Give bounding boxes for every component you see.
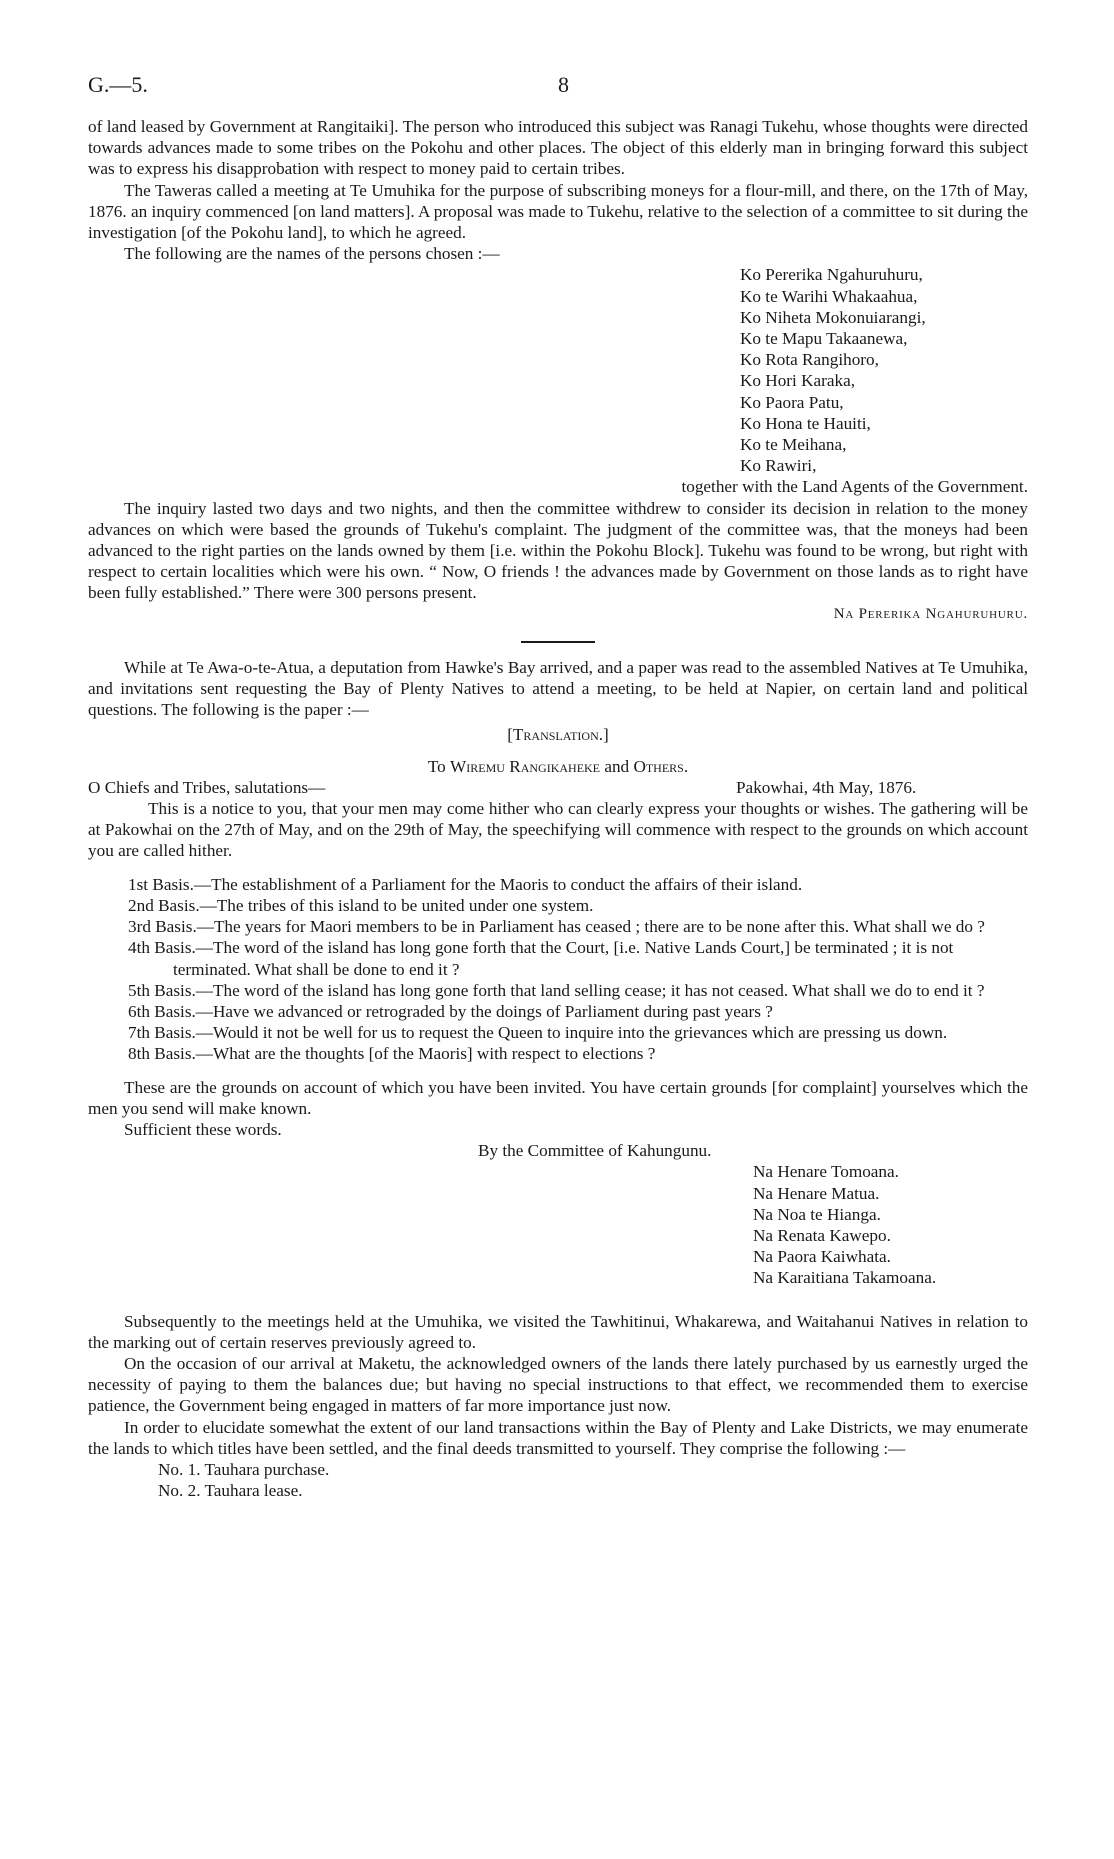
paragraph-subsequently: Subsequently to the meetings held at the Umuhika, we visited the Tawhitinui, Whakarewa, and Waitahanui Natives in relation to the marking out of certain reserves previously agreed to. <box>88 1311 1028 1352</box>
paragraph-inquiry: The inquiry lasted two days and two nights, and then the committee withdrew to consider its decision in relation to the money advances on which were based the grounds of Tukehu's complaint. The judgment of the committee was, that the moneys had been advanced to the right parties on the lands owned by them [i.e. within the Pokohu Block]. Tukehu was found to be wrong, but right with respect to certain localities which were his own. “ Now, O friends ! the advances made by Government on those lands as to right have been fully established.” There were 300 persons present. <box>88 498 1028 603</box>
signatory: Na Paora Kaiwhata. <box>753 1247 891 1267</box>
page-header <box>88 72 1028 100</box>
signatory: Na Henare Tomoana. <box>753 1162 899 1182</box>
bases-list <box>128 874 1028 1065</box>
committee-name: Ko Hori Karaka, <box>740 371 856 391</box>
paragraph-land-leased: of land leased by Government at Rangitaiki]. The person who introduced this subject was Ranagi Tukehu, whose thoughts were directed towards advances made to some tribes on the Pokohu and other places. The object of this elderly man in bringing forward this subject was to express his disapprobation with respect to money paid to certain tribes. <box>88 117 1028 179</box>
committee-name: Ko Hona te Hauiti, <box>740 413 871 433</box>
paragraph-notice: This is a notice to you, that your men may come hither who can clearly express your thoughts or wishes. The gathering will be at Pakowhai on the 27th of May, and on the 29th of May, the speechifying will commence with respect to the grounds on which account you are called hither. <box>88 799 1028 861</box>
committee-name: Ko Niheta Mokonuiarangi, <box>740 307 926 327</box>
paragraph-grounds: These are the grounds on account of which you have been invited. You have certain grounds [for complaint] yourselves which the men you send will make known. <box>88 1077 1028 1118</box>
committee-name: Ko Pererika Ngahuruhuru, <box>740 265 923 285</box>
document-reference: G.—5. <box>88 72 148 97</box>
signatories-list <box>753 1161 1028 1288</box>
page-body <box>88 116 1028 1501</box>
page-number: 8 <box>558 72 569 97</box>
land-item: No. 1. Tauhara purchase. <box>158 1459 330 1479</box>
addressee-name: Wiremu Rangikaheke <box>450 756 601 776</box>
basis-item: 7th Basis.—Would it not be well for us to request the Queen to inquire into the grievances which are pressing us down. <box>128 1023 948 1043</box>
signatory: Na Renata Kawepo. <box>753 1225 891 1245</box>
place-date: Pakowhai, 4th May, 1876. <box>736 777 917 797</box>
land-item: No. 2. Tauhara lease. <box>158 1481 303 1501</box>
basis-item: 5th Basis.—The word of the island has long gone forth that land selling cease; it has not ceased. What shall we do to end it ? <box>128 980 985 1000</box>
paragraph-names-intro: The following are the names of the persons chosen :— <box>124 244 500 264</box>
committee-name: Ko Rota Rangihoro, <box>740 350 879 370</box>
committee-name: Ko Rawiri, <box>740 456 817 476</box>
together-line: together with the Land Agents of the Government. <box>681 477 1028 497</box>
basis-item: 4th Basis.—The word of the island has long gone forth that the Court, [i.e. Native Lands Court,] be terminated ; it is not terminated. What shall be done to end it ? <box>128 938 954 979</box>
committee-name: Ko te Mapu Takaanewa, <box>740 329 908 349</box>
lands-list <box>158 1459 1028 1501</box>
basis-item: 3rd Basis.—The years for Maori members to be in Parliament has ceased ; there are to be none after this. What shall we do ? <box>128 917 985 937</box>
addressee-others: Others. <box>633 756 689 776</box>
paragraph-maketu: On the occasion of our arrival at Maketu, the acknowledged owners of the lands there lately purchased by us earnestly urged the necessity of paying to them the balances due; but having no special instructions to that effect, we recommended them to exercise patience, the Government being engaged in matters of far more importance just now. <box>88 1353 1028 1416</box>
signatory: Na Henare Matua. <box>753 1183 880 1203</box>
committee-name: Ko Paora Patu, <box>740 392 844 412</box>
letter-addressee <box>88 756 1028 777</box>
addressee-and: and <box>600 756 634 776</box>
signatory: Na Karaitiana Takamoana. <box>753 1268 937 1288</box>
committee-names-list <box>740 264 1028 476</box>
basis-item: 1st Basis.—The establishment of a Parliament for the Maoris to conduct the affairs of their island. <box>128 874 803 894</box>
by-committee: By the Committee of Kahungunu. <box>478 1141 712 1161</box>
signatory: Na Noa te Hianga. <box>753 1204 881 1224</box>
sufficient-words: Sufficient these words. <box>124 1119 282 1139</box>
signature-ngahuruhuru: Na Pererika Ngahuruhuru. <box>833 605 1028 622</box>
paragraph-taweras-meeting: The Taweras called a meeting at Te Umuhika for the purpose of subscribing moneys for a flour-mill, and there, on the 17th of May, 1876. an inquiry commenced [on land matters]. A proposal was made to Tukehu, relative to the selection of a committee to sit during the investigation [of the Pokohu land], to which he agreed. <box>88 180 1028 243</box>
addressee-prefix: To <box>427 756 451 776</box>
paragraph-elucidate: In order to elucidate somewhat the extent of our land transactions within the Bay of Plenty and Lake Districts, we may enumerate the lands to which titles have been settled, and the final deeds transmitted to yourself. They comprise the following :— <box>88 1417 1028 1458</box>
translation-label: [Translation.] <box>507 725 609 745</box>
basis-item: 8th Basis.—What are the thoughts [of the Maoris] with respect to elections ? <box>128 1044 656 1064</box>
basis-item: 6th Basis.—Have we advanced or retrograded by the doings of Parliament during past years ? <box>128 1001 773 1021</box>
paragraph-deputation: While at Te Awa-o-te-Atua, a deputation from Hawke's Bay arrived, and a paper was read to the assembled Natives at Te Umuhika, and invitations sent requesting the Bay of Plenty Natives to attend a meeting, to be held at Napier, on certain land and political questions. The following is the paper :— <box>88 657 1028 720</box>
salutation-row <box>88 777 1028 798</box>
section-divider <box>521 641 595 643</box>
committee-name: Ko te Warihi Whakaahua, <box>740 286 918 306</box>
basis-item: 2nd Basis.—The tribes of this island to be united under one system. <box>128 895 594 915</box>
salutation: O Chiefs and Tribes, salutations— <box>88 777 326 797</box>
committee-name: Ko te Meihana, <box>740 435 847 455</box>
